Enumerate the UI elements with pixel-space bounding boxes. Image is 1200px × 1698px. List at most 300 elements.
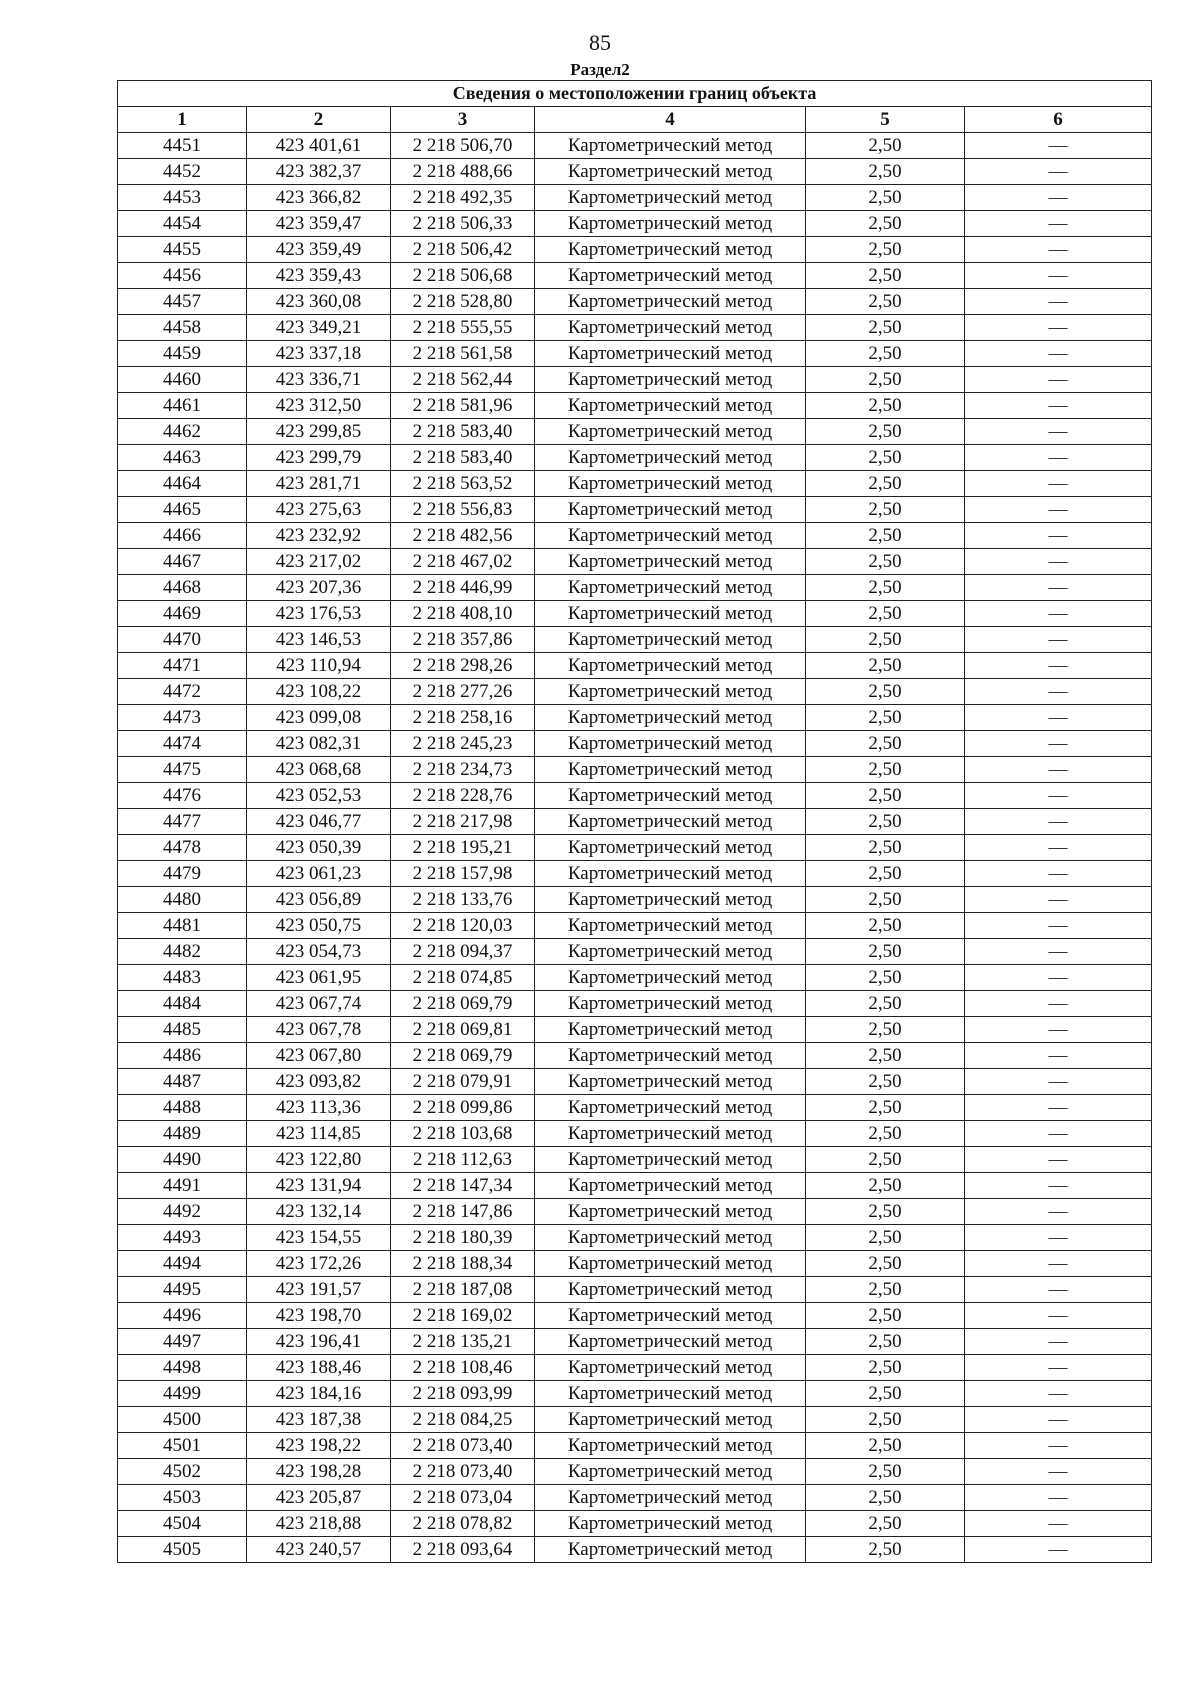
method-cell: Картометрический метод bbox=[535, 523, 806, 549]
table-row bbox=[118, 679, 1152, 705]
coordinate-y-cell: 2 218 234,73 bbox=[391, 757, 535, 783]
table-row bbox=[118, 445, 1152, 471]
method-cell: Картометрический метод bbox=[535, 1355, 806, 1381]
table-row bbox=[118, 1485, 1152, 1511]
point-number-cell: 4488 bbox=[118, 1095, 247, 1121]
empty-mark-cell: — bbox=[965, 185, 1152, 211]
point-number-cell: 4480 bbox=[118, 887, 247, 913]
method-cell: Картометрический метод bbox=[535, 133, 806, 159]
precision-cell: 2,50 bbox=[806, 185, 965, 211]
empty-mark-cell: — bbox=[965, 497, 1152, 523]
method-cell: Картометрический метод bbox=[535, 1303, 806, 1329]
table-row bbox=[118, 315, 1152, 341]
precision-cell: 2,50 bbox=[806, 133, 965, 159]
coordinate-y-cell: 2 218 093,99 bbox=[391, 1381, 535, 1407]
method-cell: Картометрический метод bbox=[535, 809, 806, 835]
coordinate-y-cell: 2 218 069,79 bbox=[391, 991, 535, 1017]
empty-mark-cell: — bbox=[965, 1329, 1152, 1355]
precision-cell: 2,50 bbox=[806, 1407, 965, 1433]
precision-cell: 2,50 bbox=[806, 315, 965, 341]
table-row bbox=[118, 1537, 1152, 1563]
empty-mark-cell: — bbox=[965, 549, 1152, 575]
precision-cell: 2,50 bbox=[806, 705, 965, 731]
empty-mark-cell: — bbox=[965, 757, 1152, 783]
precision-cell: 2,50 bbox=[806, 341, 965, 367]
point-number-cell: 4454 bbox=[118, 211, 247, 237]
empty-mark-cell: — bbox=[965, 1511, 1152, 1537]
table-row bbox=[118, 965, 1152, 991]
method-cell: Картометрический метод bbox=[535, 185, 806, 211]
method-cell: Картометрический метод bbox=[535, 1277, 806, 1303]
coordinate-y-cell: 2 218 555,55 bbox=[391, 315, 535, 341]
coordinate-y-cell: 2 218 228,76 bbox=[391, 783, 535, 809]
method-cell: Картометрический метод bbox=[535, 1069, 806, 1095]
precision-cell: 2,50 bbox=[806, 419, 965, 445]
coordinate-x-cell: 423 359,43 bbox=[247, 263, 391, 289]
precision-cell: 2,50 bbox=[806, 835, 965, 861]
precision-cell: 2,50 bbox=[806, 1225, 965, 1251]
precision-cell: 2,50 bbox=[806, 497, 965, 523]
coordinate-y-cell: 2 218 078,82 bbox=[391, 1511, 535, 1537]
empty-mark-cell: — bbox=[965, 1225, 1152, 1251]
table-row bbox=[118, 523, 1152, 549]
empty-mark-cell: — bbox=[965, 679, 1152, 705]
point-number-cell: 4476 bbox=[118, 783, 247, 809]
table-row bbox=[118, 1069, 1152, 1095]
table-row bbox=[118, 887, 1152, 913]
point-number-cell: 4481 bbox=[118, 913, 247, 939]
table-row bbox=[118, 1433, 1152, 1459]
table-caption-row bbox=[118, 81, 1152, 107]
empty-mark-cell: — bbox=[965, 341, 1152, 367]
coordinate-x-cell: 423 050,75 bbox=[247, 913, 391, 939]
method-cell: Картометрический метод bbox=[535, 913, 806, 939]
precision-cell: 2,50 bbox=[806, 289, 965, 315]
table-row bbox=[118, 1199, 1152, 1225]
column-header-4: 4 bbox=[535, 107, 806, 133]
coordinate-x-cell: 423 061,23 bbox=[247, 861, 391, 887]
column-header-1: 1 bbox=[118, 107, 247, 133]
section-title: Раздел2 bbox=[570, 60, 630, 79]
table-row bbox=[118, 861, 1152, 887]
method-cell: Картометрический метод bbox=[535, 601, 806, 627]
method-cell: Картометрический метод bbox=[535, 1407, 806, 1433]
precision-cell: 2,50 bbox=[806, 237, 965, 263]
precision-cell: 2,50 bbox=[806, 887, 965, 913]
coordinate-y-cell: 2 218 217,98 bbox=[391, 809, 535, 835]
coordinate-x-cell: 423 198,70 bbox=[247, 1303, 391, 1329]
coordinate-y-cell: 2 218 506,68 bbox=[391, 263, 535, 289]
precision-cell: 2,50 bbox=[806, 1173, 965, 1199]
empty-mark-cell: — bbox=[965, 237, 1152, 263]
precision-cell: 2,50 bbox=[806, 991, 965, 1017]
table-row bbox=[118, 835, 1152, 861]
point-number-cell: 4463 bbox=[118, 445, 247, 471]
table-row bbox=[118, 1095, 1152, 1121]
coordinate-x-cell: 423 067,78 bbox=[247, 1017, 391, 1043]
coordinate-x-cell: 423 207,36 bbox=[247, 575, 391, 601]
point-number-cell: 4475 bbox=[118, 757, 247, 783]
empty-mark-cell: — bbox=[965, 1459, 1152, 1485]
coordinate-x-cell: 423 275,63 bbox=[247, 497, 391, 523]
table-row bbox=[118, 263, 1152, 289]
precision-cell: 2,50 bbox=[806, 575, 965, 601]
column-header-6: 6 bbox=[965, 107, 1152, 133]
empty-mark-cell: — bbox=[965, 133, 1152, 159]
coordinate-x-cell: 423 154,55 bbox=[247, 1225, 391, 1251]
table-row bbox=[118, 185, 1152, 211]
empty-mark-cell: — bbox=[965, 523, 1152, 549]
point-number-cell: 4462 bbox=[118, 419, 247, 445]
empty-mark-cell: — bbox=[965, 1485, 1152, 1511]
table-row bbox=[118, 939, 1152, 965]
table-row bbox=[118, 367, 1152, 393]
empty-mark-cell: — bbox=[965, 367, 1152, 393]
point-number-cell: 4466 bbox=[118, 523, 247, 549]
table-row bbox=[118, 237, 1152, 263]
precision-cell: 2,50 bbox=[806, 1251, 965, 1277]
table-row bbox=[118, 1251, 1152, 1277]
point-number-cell: 4452 bbox=[118, 159, 247, 185]
method-cell: Картометрический метод bbox=[535, 1043, 806, 1069]
coordinate-y-cell: 2 218 147,34 bbox=[391, 1173, 535, 1199]
empty-mark-cell: — bbox=[965, 159, 1152, 185]
coordinate-y-cell: 2 218 561,58 bbox=[391, 341, 535, 367]
coordinate-y-cell: 2 218 079,91 bbox=[391, 1069, 535, 1095]
coordinate-y-cell: 2 218 188,34 bbox=[391, 1251, 535, 1277]
table-row bbox=[118, 1355, 1152, 1381]
coordinate-x-cell: 423 114,85 bbox=[247, 1121, 391, 1147]
point-number-cell: 4465 bbox=[118, 497, 247, 523]
precision-cell: 2,50 bbox=[806, 757, 965, 783]
method-cell: Картометрический метод bbox=[535, 1329, 806, 1355]
column-header-2: 2 bbox=[247, 107, 391, 133]
coordinate-y-cell: 2 218 506,33 bbox=[391, 211, 535, 237]
coordinate-x-cell: 423 299,85 bbox=[247, 419, 391, 445]
empty-mark-cell: — bbox=[965, 1199, 1152, 1225]
precision-cell: 2,50 bbox=[806, 549, 965, 575]
coordinate-x-cell: 423 366,82 bbox=[247, 185, 391, 211]
point-number-cell: 4485 bbox=[118, 1017, 247, 1043]
column-header-5: 5 bbox=[806, 107, 965, 133]
point-number-cell: 4491 bbox=[118, 1173, 247, 1199]
table-row bbox=[118, 601, 1152, 627]
coordinate-y-cell: 2 218 258,16 bbox=[391, 705, 535, 731]
empty-mark-cell: — bbox=[965, 653, 1152, 679]
column-number-row bbox=[118, 107, 1152, 133]
table-row bbox=[118, 653, 1152, 679]
point-number-cell: 4468 bbox=[118, 575, 247, 601]
coordinate-y-cell: 2 218 094,37 bbox=[391, 939, 535, 965]
coordinate-y-cell: 2 218 446,99 bbox=[391, 575, 535, 601]
table-title: Сведения о местоположении границ объекта bbox=[118, 81, 1152, 107]
method-cell: Картометрический метод bbox=[535, 1459, 806, 1485]
precision-cell: 2,50 bbox=[806, 1043, 965, 1069]
coordinate-y-cell: 2 218 073,40 bbox=[391, 1459, 535, 1485]
empty-mark-cell: — bbox=[965, 1277, 1152, 1303]
empty-mark-cell: — bbox=[965, 1147, 1152, 1173]
coordinate-x-cell: 423 052,53 bbox=[247, 783, 391, 809]
precision-cell: 2,50 bbox=[806, 1329, 965, 1355]
point-number-cell: 4493 bbox=[118, 1225, 247, 1251]
empty-mark-cell: — bbox=[965, 1303, 1152, 1329]
coordinate-y-cell: 2 218 147,86 bbox=[391, 1199, 535, 1225]
empty-mark-cell: — bbox=[965, 315, 1152, 341]
coordinate-y-cell: 2 218 120,03 bbox=[391, 913, 535, 939]
method-cell: Картометрический метод bbox=[535, 1173, 806, 1199]
coordinate-y-cell: 2 218 169,02 bbox=[391, 1303, 535, 1329]
empty-mark-cell: — bbox=[965, 861, 1152, 887]
table-row bbox=[118, 809, 1152, 835]
coordinate-y-cell: 2 218 069,79 bbox=[391, 1043, 535, 1069]
point-number-cell: 4461 bbox=[118, 393, 247, 419]
coordinate-x-cell: 423 108,22 bbox=[247, 679, 391, 705]
precision-cell: 2,50 bbox=[806, 965, 965, 991]
coordinate-x-cell: 423 198,28 bbox=[247, 1459, 391, 1485]
coordinate-x-cell: 423 122,80 bbox=[247, 1147, 391, 1173]
coordinate-x-cell: 423 176,53 bbox=[247, 601, 391, 627]
coordinate-y-cell: 2 218 074,85 bbox=[391, 965, 535, 991]
method-cell: Картометрический метод bbox=[535, 991, 806, 1017]
coordinate-y-cell: 2 218 408,10 bbox=[391, 601, 535, 627]
table-row bbox=[118, 1459, 1152, 1485]
coordinate-x-cell: 423 056,89 bbox=[247, 887, 391, 913]
precision-cell: 2,50 bbox=[806, 263, 965, 289]
empty-mark-cell: — bbox=[965, 809, 1152, 835]
coordinate-x-cell: 423 299,79 bbox=[247, 445, 391, 471]
method-cell: Картометрический метод bbox=[535, 549, 806, 575]
coordinate-x-cell: 423 113,36 bbox=[247, 1095, 391, 1121]
point-number-cell: 4483 bbox=[118, 965, 247, 991]
coordinate-x-cell: 423 198,22 bbox=[247, 1433, 391, 1459]
precision-cell: 2,50 bbox=[806, 913, 965, 939]
table-row bbox=[118, 341, 1152, 367]
column-header-3: 3 bbox=[391, 107, 535, 133]
coordinate-x-cell: 423 172,26 bbox=[247, 1251, 391, 1277]
method-cell: Картометрический метод bbox=[535, 1511, 806, 1537]
coordinate-y-cell: 2 218 099,86 bbox=[391, 1095, 535, 1121]
empty-mark-cell: — bbox=[965, 1173, 1152, 1199]
coordinate-y-cell: 2 218 112,63 bbox=[391, 1147, 535, 1173]
point-number-cell: 4457 bbox=[118, 289, 247, 315]
method-cell: Картометрический метод bbox=[535, 419, 806, 445]
method-cell: Картометрический метод bbox=[535, 835, 806, 861]
method-cell: Картометрический метод bbox=[535, 939, 806, 965]
method-cell: Картометрический метод bbox=[535, 315, 806, 341]
coordinate-y-cell: 2 218 108,46 bbox=[391, 1355, 535, 1381]
precision-cell: 2,50 bbox=[806, 1511, 965, 1537]
method-cell: Картометрический метод bbox=[535, 263, 806, 289]
precision-cell: 2,50 bbox=[806, 627, 965, 653]
coordinate-x-cell: 423 191,57 bbox=[247, 1277, 391, 1303]
precision-cell: 2,50 bbox=[806, 1381, 965, 1407]
coordinate-x-cell: 423 061,95 bbox=[247, 965, 391, 991]
point-number-cell: 4489 bbox=[118, 1121, 247, 1147]
method-cell: Картометрический метод bbox=[535, 1095, 806, 1121]
table-row bbox=[118, 1511, 1152, 1537]
table-row bbox=[118, 783, 1152, 809]
method-cell: Картометрический метод bbox=[535, 627, 806, 653]
empty-mark-cell: — bbox=[965, 419, 1152, 445]
coordinate-y-cell: 2 218 093,64 bbox=[391, 1537, 535, 1563]
empty-mark-cell: — bbox=[965, 1381, 1152, 1407]
point-number-cell: 4456 bbox=[118, 263, 247, 289]
precision-cell: 2,50 bbox=[806, 861, 965, 887]
coordinate-x-cell: 423 184,16 bbox=[247, 1381, 391, 1407]
point-number-cell: 4498 bbox=[118, 1355, 247, 1381]
coordinate-x-cell: 423 281,71 bbox=[247, 471, 391, 497]
coordinate-y-cell: 2 218 563,52 bbox=[391, 471, 535, 497]
precision-cell: 2,50 bbox=[806, 783, 965, 809]
method-cell: Картометрический метод bbox=[535, 367, 806, 393]
method-cell: Картометрический метод bbox=[535, 341, 806, 367]
point-number-cell: 4497 bbox=[118, 1329, 247, 1355]
precision-cell: 2,50 bbox=[806, 1069, 965, 1095]
table-row bbox=[118, 471, 1152, 497]
point-number-cell: 4495 bbox=[118, 1277, 247, 1303]
point-number-cell: 4460 bbox=[118, 367, 247, 393]
coordinate-y-cell: 2 218 583,40 bbox=[391, 419, 535, 445]
precision-cell: 2,50 bbox=[806, 653, 965, 679]
method-cell: Картометрический метод bbox=[535, 705, 806, 731]
point-number-cell: 4455 bbox=[118, 237, 247, 263]
coordinate-x-cell: 423 232,92 bbox=[247, 523, 391, 549]
coordinate-y-cell: 2 218 506,70 bbox=[391, 133, 535, 159]
table-row bbox=[118, 419, 1152, 445]
point-number-cell: 4453 bbox=[118, 185, 247, 211]
coordinate-y-cell: 2 218 298,26 bbox=[391, 653, 535, 679]
method-cell: Картометрический метод bbox=[535, 783, 806, 809]
precision-cell: 2,50 bbox=[806, 1277, 965, 1303]
precision-cell: 2,50 bbox=[806, 1095, 965, 1121]
point-number-cell: 4477 bbox=[118, 809, 247, 835]
method-cell: Картометрический метод bbox=[535, 471, 806, 497]
coordinate-x-cell: 423 349,21 bbox=[247, 315, 391, 341]
coordinate-x-cell: 423 188,46 bbox=[247, 1355, 391, 1381]
table-row bbox=[118, 1277, 1152, 1303]
coordinate-y-cell: 2 218 073,04 bbox=[391, 1485, 535, 1511]
method-cell: Картометрический метод bbox=[535, 211, 806, 237]
coordinate-x-cell: 423 336,71 bbox=[247, 367, 391, 393]
coordinate-x-cell: 423 218,88 bbox=[247, 1511, 391, 1537]
empty-mark-cell: — bbox=[965, 1407, 1152, 1433]
precision-cell: 2,50 bbox=[806, 523, 965, 549]
precision-cell: 2,50 bbox=[806, 939, 965, 965]
method-cell: Картометрический метод bbox=[535, 1121, 806, 1147]
table-row bbox=[118, 289, 1152, 315]
method-cell: Картометрический метод bbox=[535, 731, 806, 757]
point-number-cell: 4470 bbox=[118, 627, 247, 653]
point-number-cell: 4459 bbox=[118, 341, 247, 367]
empty-mark-cell: — bbox=[965, 887, 1152, 913]
coordinate-y-cell: 2 218 187,08 bbox=[391, 1277, 535, 1303]
empty-mark-cell: — bbox=[965, 445, 1152, 471]
point-number-cell: 4490 bbox=[118, 1147, 247, 1173]
precision-cell: 2,50 bbox=[806, 159, 965, 185]
point-number-cell: 4492 bbox=[118, 1199, 247, 1225]
point-number-cell: 4501 bbox=[118, 1433, 247, 1459]
table-row bbox=[118, 393, 1152, 419]
coordinate-y-cell: 2 218 157,98 bbox=[391, 861, 535, 887]
coordinate-y-cell: 2 218 084,25 bbox=[391, 1407, 535, 1433]
point-number-cell: 4473 bbox=[118, 705, 247, 731]
coordinate-x-cell: 423 099,08 bbox=[247, 705, 391, 731]
table-row bbox=[118, 627, 1152, 653]
method-cell: Картометрический метод bbox=[535, 1199, 806, 1225]
table-row bbox=[118, 133, 1152, 159]
precision-cell: 2,50 bbox=[806, 1459, 965, 1485]
coordinate-x-cell: 423 054,73 bbox=[247, 939, 391, 965]
table-row bbox=[118, 549, 1152, 575]
table-row bbox=[118, 1121, 1152, 1147]
point-number-cell: 4505 bbox=[118, 1537, 247, 1563]
table-row bbox=[118, 211, 1152, 237]
coordinate-x-cell: 423 046,77 bbox=[247, 809, 391, 835]
coordinate-y-cell: 2 218 135,21 bbox=[391, 1329, 535, 1355]
point-number-cell: 4471 bbox=[118, 653, 247, 679]
coordinate-x-cell: 423 337,18 bbox=[247, 341, 391, 367]
point-number-cell: 4469 bbox=[118, 601, 247, 627]
coordinate-x-cell: 423 359,49 bbox=[247, 237, 391, 263]
coordinate-y-cell: 2 218 069,81 bbox=[391, 1017, 535, 1043]
coordinate-x-cell: 423 205,87 bbox=[247, 1485, 391, 1511]
method-cell: Картометрический метод bbox=[535, 887, 806, 913]
method-cell: Картометрический метод bbox=[535, 159, 806, 185]
point-number-cell: 4486 bbox=[118, 1043, 247, 1069]
empty-mark-cell: — bbox=[965, 1537, 1152, 1563]
point-number-cell: 4504 bbox=[118, 1511, 247, 1537]
method-cell: Картометрический метод bbox=[535, 965, 806, 991]
precision-cell: 2,50 bbox=[806, 809, 965, 835]
coordinate-y-cell: 2 218 195,21 bbox=[391, 835, 535, 861]
coordinate-y-cell: 2 218 528,80 bbox=[391, 289, 535, 315]
coordinate-x-cell: 423 110,94 bbox=[247, 653, 391, 679]
precision-cell: 2,50 bbox=[806, 1303, 965, 1329]
coordinate-y-cell: 2 218 583,40 bbox=[391, 445, 535, 471]
coordinate-y-cell: 2 218 492,35 bbox=[391, 185, 535, 211]
empty-mark-cell: — bbox=[965, 1355, 1152, 1381]
point-number-cell: 4482 bbox=[118, 939, 247, 965]
table-row bbox=[118, 1303, 1152, 1329]
point-number-cell: 4494 bbox=[118, 1251, 247, 1277]
method-cell: Картометрический метод bbox=[535, 445, 806, 471]
precision-cell: 2,50 bbox=[806, 393, 965, 419]
table-row bbox=[118, 1381, 1152, 1407]
empty-mark-cell: — bbox=[965, 575, 1152, 601]
table-row bbox=[118, 705, 1152, 731]
method-cell: Картометрический метод bbox=[535, 1251, 806, 1277]
precision-cell: 2,50 bbox=[806, 1199, 965, 1225]
method-cell: Картометрический метод bbox=[535, 1485, 806, 1511]
coordinate-x-cell: 423 067,80 bbox=[247, 1043, 391, 1069]
coordinate-y-cell: 2 218 245,23 bbox=[391, 731, 535, 757]
table-row bbox=[118, 1225, 1152, 1251]
empty-mark-cell: — bbox=[965, 627, 1152, 653]
empty-mark-cell: — bbox=[965, 835, 1152, 861]
coordinate-x-cell: 423 068,68 bbox=[247, 757, 391, 783]
method-cell: Картометрический метод bbox=[535, 237, 806, 263]
coordinate-y-cell: 2 218 133,76 bbox=[391, 887, 535, 913]
method-cell: Картометрический метод bbox=[535, 393, 806, 419]
coordinate-x-cell: 423 240,57 bbox=[247, 1537, 391, 1563]
coordinate-x-cell: 423 093,82 bbox=[247, 1069, 391, 1095]
table-row bbox=[118, 1043, 1152, 1069]
coordinate-y-cell: 2 218 488,66 bbox=[391, 159, 535, 185]
method-cell: Картометрический метод bbox=[535, 679, 806, 705]
page-number: 85 bbox=[589, 30, 611, 55]
precision-cell: 2,50 bbox=[806, 1433, 965, 1459]
coordinate-x-cell: 423 131,94 bbox=[247, 1173, 391, 1199]
